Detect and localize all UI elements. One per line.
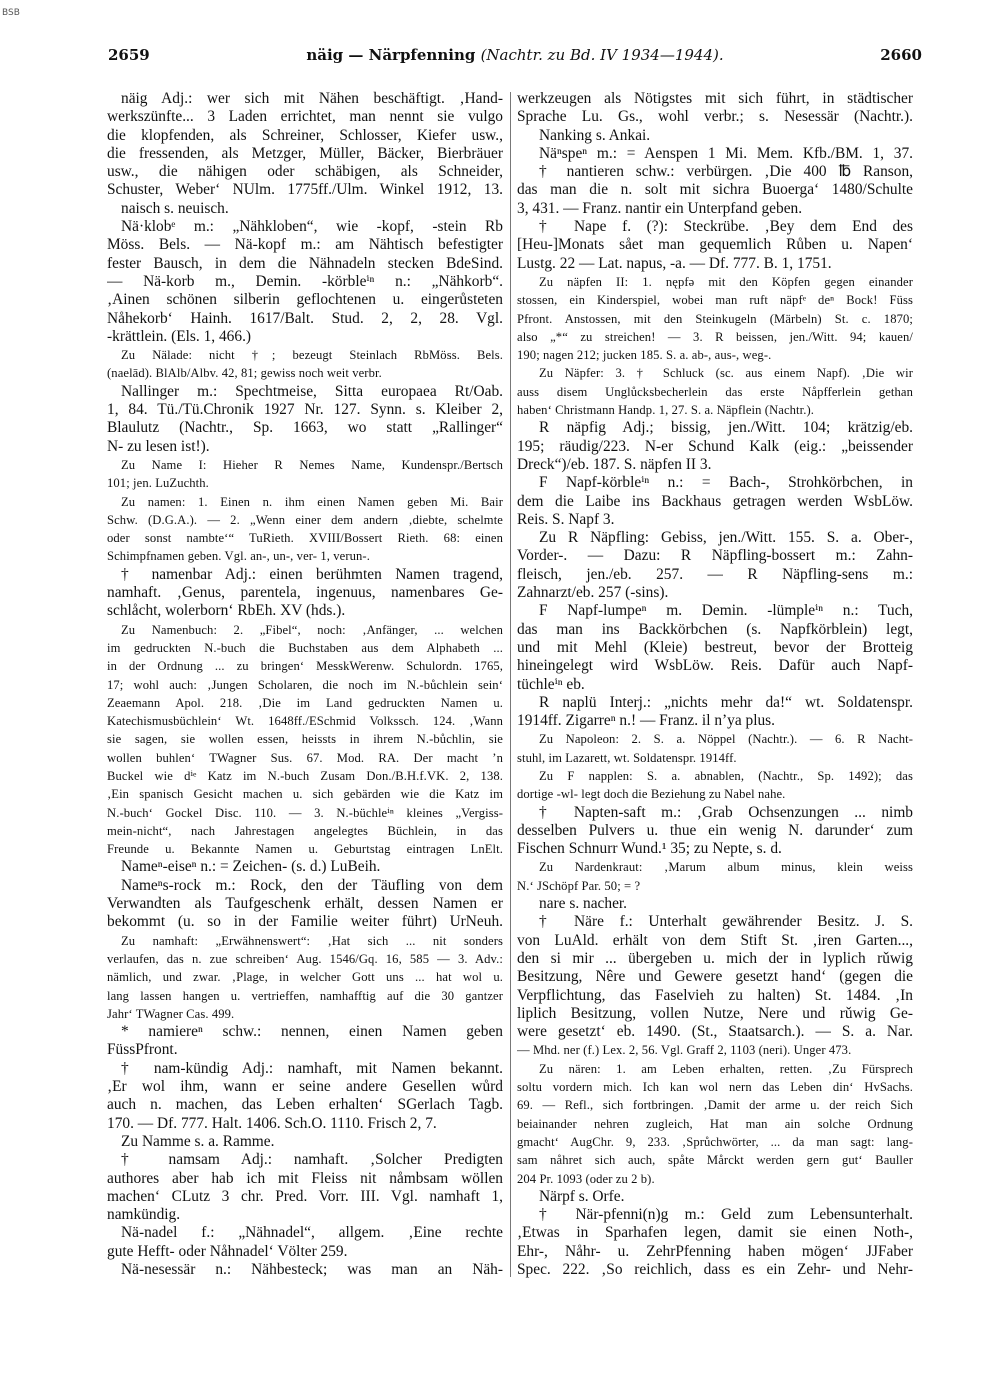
text-line: † namsam Adj.: namhaft. ‚Solcher Predigten [121,1151,503,1169]
text-line: Zu Näpfer: 3. † Schluck (sc. aus einem Napf). ‚Die wir [539,366,913,381]
running-title-italic: (Nachtr. zu Bd. IV 1934—1944). [480,46,724,64]
text-line: Zeaemann Apol. 218. ‚Die im Land gedruckten Namen u. [107,695,503,710]
text-line: Zu Namenbuch: 2. „Fibel“, noch: ‚Anfänger, ... welchen [121,622,503,637]
running-title [108,46,922,64]
text-line: — Mhd. ner (f.) Lex. 2, 56. Vgl. Graff 2, 1103 (neri). Unger 473. [517,1043,852,1058]
text-line: im gedruckten N.-buch die Buchstaben aus dem Alphabeth ... [107,640,503,655]
text-line: das man ins Backkörbchen (s. Napfkörblein) legt, [517,620,913,638]
page-header [108,46,922,70]
text-line: Nameⁿs-rock m.: Rock, den der Täufling von dem [121,876,503,894]
text-line: Vorder-. — Dazu: R Näpfling-bossert m.: Zahn- [517,547,913,565]
text-line: Nä-nadel f.: „Nähnadel“, allgem. ‚Eine rechte [121,1224,503,1242]
text-line: (naelād). BlAlb/Albv. 42, 81; gewiss noch weit verbr. [107,366,382,381]
text-line: N- zu lesen ist!). [107,437,210,455]
text-line: Verpflichtung, das Faselvieh zu halten) St. 1484. ‚In [517,986,913,1004]
text-line: Zu nären: 1. am Leben erhalten, retten. ‚Zu Fürsprech [539,1061,913,1076]
text-line: oder sonst nambte‘“ TuRieth. XVIII/Bossert Rieth. 68: einen [107,531,503,546]
text-line: wollen buhlen‘ TWagner Sus. 67. Mod. RA. Der macht ’n [107,750,503,765]
text-line: werkzeugen als Nötigstes mit sich führt, in städtischer [517,90,913,107]
running-title-main: näig — Närpfenning [306,46,476,64]
text-line: näig Adj.: wer sich mit Nähen beschäftigt. ‚Hand- [121,90,503,107]
text-line: beiainander nehren zugleich, Hat man ain solche Ordnung [517,1116,913,1131]
text-line: ‚Etwas in Sparhafen legen, damit sie einen Noth-, [517,1224,913,1242]
text-line: R näpfig Adj.; bissig, jen./Witt. 104; krätzig/eb. [539,419,913,437]
text-line: Zu Nälade: nicht †; bezeugt Steinlach RbMöss. Bels. [121,348,503,363]
text-line: R naplü Interj.: „nichts mehr da!“ wt. Soldatenspr. [539,693,913,711]
text-line: soltu vordern mich. Ich kan wol nern das Leben din‘ HvSachs. [517,1080,913,1095]
text-line: * namiereⁿ schw.: nennen, einen Namen geben [121,1023,503,1041]
text-line: 17; wohl auch: ‚Jungen Scholaren, die noch im N.-bůchlein sein‘ [107,677,503,692]
text-line: † nam-kündig Adj.: namhaft, mit Namen bekannt. [121,1059,503,1077]
text-line: auss disem Unglůcksbecherlein das erste Nåpfferlein gethan [517,384,913,399]
text-line: auch n. machen, das Leben erhalten‘ SGerlach Tagb. [107,1096,503,1114]
text-line: Schimpfnamen geben. Vgl. an-, un-, ver- 1, verun-. [107,549,370,564]
text-line: dortige -wl- legt doch die Beziehung zu Nabel nahe. [517,787,786,802]
text-line: Reis. S. Napf 3. [517,510,615,528]
text-line: fleisch, jen./eb. 257. — R Näpfling-sens m.: [517,565,913,583]
text-line: bekommt (u. so in der Familie weiter führt) UrNeuh. [107,913,503,931]
text-line: Zu namhaft: „Erwähnenswert“: ‚Hat sich ... nit sonders [121,933,503,948]
left-column [107,90,503,1380]
text-line: -krättlein. (Els. 1, 466.) [107,327,252,345]
text-line: verlaufen, das n. zue schreiben‘ Aug. 1546/Gq. 16, 585 — 3. Adv.: [107,951,503,966]
library-stamp: BSB [2,8,20,18]
text-line: Schw. (D.G.A.). — 2. „Wenn einer dem andern ‚diebte, schelmte [107,512,503,527]
text-line: nare s. nacher. [539,895,628,913]
text-line: N.‘ JSchöpf Par. 50; = ? [517,878,641,893]
text-line: F Napf-körbleⁱⁿ n.: = Bach-, Strohkörbchen, in [539,474,913,492]
text-line: liplich Besitzung, vollen Nutze, Nere und rǔwig Ge- [517,1004,913,1022]
text-line: den si mir ... übergeben u. mich der in lyplich rǔwig [517,949,913,967]
text-line: lang lassen hangen u. vertrieffen, namhafftig auf die 30 gantzer [107,988,503,1003]
text-line: die klopfenden, als Schreiner, Schlosser, Kiefer usw., [107,126,503,144]
text-line: also „*“ zu streichen! — 3. R beissen, jen./Witt. 94; kauen/ [517,329,913,344]
text-line: Närpf s. Orfe. [539,1187,625,1205]
text-line: † Nape f. (?): Steckrübe. ‚Bey dem End des [539,218,913,236]
text-line: Nanking s. Ankai. [539,126,651,144]
text-line: die fressenden, als Metzger, Müller, Bäcker, Bierbräuer [107,144,503,162]
text-line: fester Bausch, in dem die Nähnadeln stecken BdeSind. [107,254,503,272]
text-line: naisch s. neuisch. [121,199,229,217]
page-number-left: 2659 [108,46,150,64]
text-line: von LuAld. erhält von dem Stift St. ‚iren Garten..., [517,931,913,949]
text-line: — Nä-korb m., Demin. -körbleⁱⁿ n.: „Nähkorb“. [107,272,503,290]
text-line: ‚Ein spanisch Gesicht machen u. sich gebärden wie die Katz im [107,787,503,802]
text-line: Schuster, Weber‘ NUlm. 1775ff./Ulm. Winkel 1912, 13. [107,181,503,199]
text-line: ‚Ainen schönen silberin geflochtenen u. eingerůsteten [107,291,503,309]
text-line: † När-pfenni(n)g m.: Geld zum Lebensunterhalt. [539,1206,913,1224]
text-line: Nä·klobᵉ m.: „Nähkloben“, wie -kopf, -stein Rb [121,218,503,236]
text-line: Pfront. Anstossen, mit den Steinkugeln (Märbeln) St. c. 1870; [517,311,913,326]
text-line: † namenbar Adj.: einen berühmten Namen tragend, [121,565,503,583]
text-line: 190; nagen 212; jucken 185. S. a. ab-, aus-, weg-. [517,348,772,363]
text-line: Freunde u. Bekannte Namen u. Geburtstag eintragen LnElt. [107,842,503,857]
text-line: Zu Napoleon: 2. S. a. Nöppel (Nachtr.). — 6. R Nacht- [539,732,913,747]
text-line: Ehr-, Nåhr- u. ZehrPfenning haben mögen‘ JJFaber [517,1242,913,1260]
text-line: Buckel wie dⁱᵉ Katz im N.-buch Zusam Don./B.H.f.VK. 2, 138. [107,768,503,783]
text-line: FüssPfront. [107,1041,178,1059]
text-line: Spec. 222. ‚So reichlich, dass es ein Zehr- und Nehr- [517,1261,913,1278]
text-line: Verwandten als Taufgeschenk erhält, dessen Namen er [107,895,503,913]
text-line: Zu R Näpfling: Gebiss, jen./Witt. 155. S. a. Ober-, [539,529,913,547]
text-line: gmacht‘ AugChr. 9, 233. ‚Sprůchwörter, ... da man sagt: lang- [517,1134,913,1149]
text-line: Nä-nesessär n.: Nähbesteck; was man an Näh- [121,1261,503,1278]
page-number-right: 2660 [880,46,922,64]
text-line: Jahr‘ TWagner Cas. 499. [107,1006,235,1021]
text-line: usw., die nähigen oder schäbigen, als Schneider, [107,163,503,181]
text-line: gute Hefft- oder Nåhnadel‘ Völter 259. [107,1242,348,1260]
text-line: hineingelegt wird WsbLöw. Reis. Dafür auch Napf- [517,657,913,675]
text-line: Blaulutz (Nachtr., Sp. 1663, wo statt „Rallinger“ [107,419,503,437]
text-line: namhaft. ‚Genus, parentela, ingenuus, namenbares Ge- [107,584,503,602]
text-line: Zu näpfen II: 1. nępfə mit den Köpfen gegen einander [539,274,913,289]
text-line: werkszünfte... 3 Laden errichtet, man nennt sie vulgo [107,108,503,126]
text-line: Zu F napplen: S. a. abnablen, (Nachtr., Sp. 1492); das [539,768,913,783]
text-line: † nantieren schw.: verbürgen. ‚Die 400 ℔ Ranson, [539,163,913,181]
text-line: N.-buch‘ Gockel Disc. 110. — 3. N.-büchleⁱⁿ kleines „Vergiss- [107,805,503,820]
text-line: dem die Laibe ins Backhaus getragen werden WsbLöw. [517,492,913,510]
text-line: Zu Namme s. a. Ramme. [121,1132,275,1150]
text-line: Katechismusbüchlein‘ Wt. 1648ff./ESchmid Volkssch. 124. ‚Wann [107,714,503,729]
text-line: haben‘ Christmann Handp. 1, 27. S. a. Näpflein (Nachtr.). [517,403,815,418]
text-line: tüchleⁱⁿ eb. [517,675,585,693]
text-line: nämlich, und zwar. ‚Plage, in welcher Gott uns ... hat wol u. [107,970,503,985]
text-line: 69. — Refl., sich fortbringen. ‚Damit der arme u. der reich Sich [517,1098,913,1113]
text-line: F Napf-lumpeⁿ m. Demin. -lümpleⁱⁿ n.: Tuch, [539,602,913,620]
text-line: Sprache Lu. Gs., wohl verbr.; s. Nesessär (Nachtr.). [517,108,913,126]
text-line: 1914ff. Zigarreⁿ n.! — Franz. il n’ya plus. [517,712,776,730]
text-line: Nallinger m.: Spechtmeise, Sitta europaea Rt/Oab. [121,382,503,400]
text-line: 204 Pr. 1093 (oder zu 2 b). [517,1171,655,1186]
text-line: stossen, ein Kinderspiel, wobei man ruft näpfᵉ deⁿ Bock! Füss [517,293,913,308]
text-line: 195; räudig/223. N-er Schund Kalk (eig.: „beissender [517,437,913,455]
text-line: 1, 84. Tü./Tü.Chronik 1927 Nr. 127. Synn. s. Kleiber 2, [107,401,503,419]
text-line: ‚Er wol ihm, wann er seine andere Gesellen wůrd [107,1078,503,1096]
text-line: 101; jen. LuZuchth. [107,476,209,491]
text-line: und mit Mehl (Kleie) bestreut, bevor der Brotteig [517,638,913,656]
text-line: Zu Nardenkraut: ‚Marum album minus, klein weiss [539,860,913,875]
text-line: 170. — Df. 777. Halt. 1406. Sch.O. 1110. Frisch 2, 7. [107,1114,437,1132]
text-line: Nameⁿ-eiseⁿ n.: = Zeichen- (s. d.) LuBeih. [121,858,381,876]
text-line: schlåcht, wolerborn‘ RbEh. XV (hds.). [107,602,346,620]
text-line: Lustg. 22 — Lat. napus, -a. — Df. 777. B. 1, 1751. [517,254,832,272]
text-line: Besitzung, Nêre und Gewere gesetzt hand‘ (gegen die [517,968,913,986]
text-line: mein-nicht“, nach Jahrestagen angelegtes Büchlein, in das [107,823,503,838]
text-line: Fischen Schnurr Wund.¹ 35; zu Nepte, s. d. [517,840,782,858]
right-column [517,90,913,1380]
text-line: 3, 431. — Franz. nantir ein Unterpfand geben. [517,199,803,217]
text-line: sie sagen, sie wollen essen, heissts in ihrem N.-bůchlin, sie [107,732,503,747]
text-line: machen‘ CLutz 3 chr. Pred. Vorr. III. Vgl. namhaft 1, [107,1187,503,1205]
text-line: Zu namen: 1. Einen n. ihm einen Namen geben Mi. Bair [121,494,503,509]
text-line: Näⁿspeⁿ m.: = Aenspen 1 Mi. Mem. Kfb./BM. 1, 37. [539,144,913,162]
text-line: Dreck“)/eb. 187. S. näpfen II 3. [517,455,712,473]
text-line: Zu Name I: Hieher R Nemes Name, Kundenspr./Bertsch [121,457,503,472]
text-line: stuhl, im Lazarett, wt. Soldatenspr. 1914ff. [517,750,737,765]
text-line: das man die n. solt mit sichra Buoerga‘ 1480/Schulte [517,181,913,199]
text-line: Zahnarzt/eb. 257 (-sins). [517,584,669,602]
text-line: desselben Pulvers u. thue ein wenig N. darunder‘ zum [517,821,913,839]
text-line: † Napten-saft m.: ‚Grab Ochsenzungen ... nimb [539,803,913,821]
text-line: namkündig. [107,1206,181,1224]
text-line: Nåhekorb‘ Hainh. 1617/Balt. Stud. 2, 2, 28. Vgl. [107,309,503,327]
text-line: [Heu-]Monats sået man gequemlich Růben u. Napen‘ [517,236,913,254]
text-line: sam nåhret sich auch, spåte Mårckt werden gern gut‘ Bauller [517,1153,913,1168]
text-line: were gesetzt‘ eb. 1490. (St., Staatsarch.). — S. a. Nar. [517,1023,913,1041]
text-line: authores aber hab ich mit Fleiss nit nåmbsam wöllen [107,1169,503,1187]
text-line: in der Ordnung ... zu bringen‘ MesskWerenw. Schulordn. 1765, [107,659,503,674]
column-divider [510,92,511,1277]
text-line: Möss. Bels. — Nä-kopf m.: am Nähtisch befestigter [107,236,503,254]
text-line: † Näre f.: Unterhalt gewährender Besitz. J. S. [539,913,913,931]
